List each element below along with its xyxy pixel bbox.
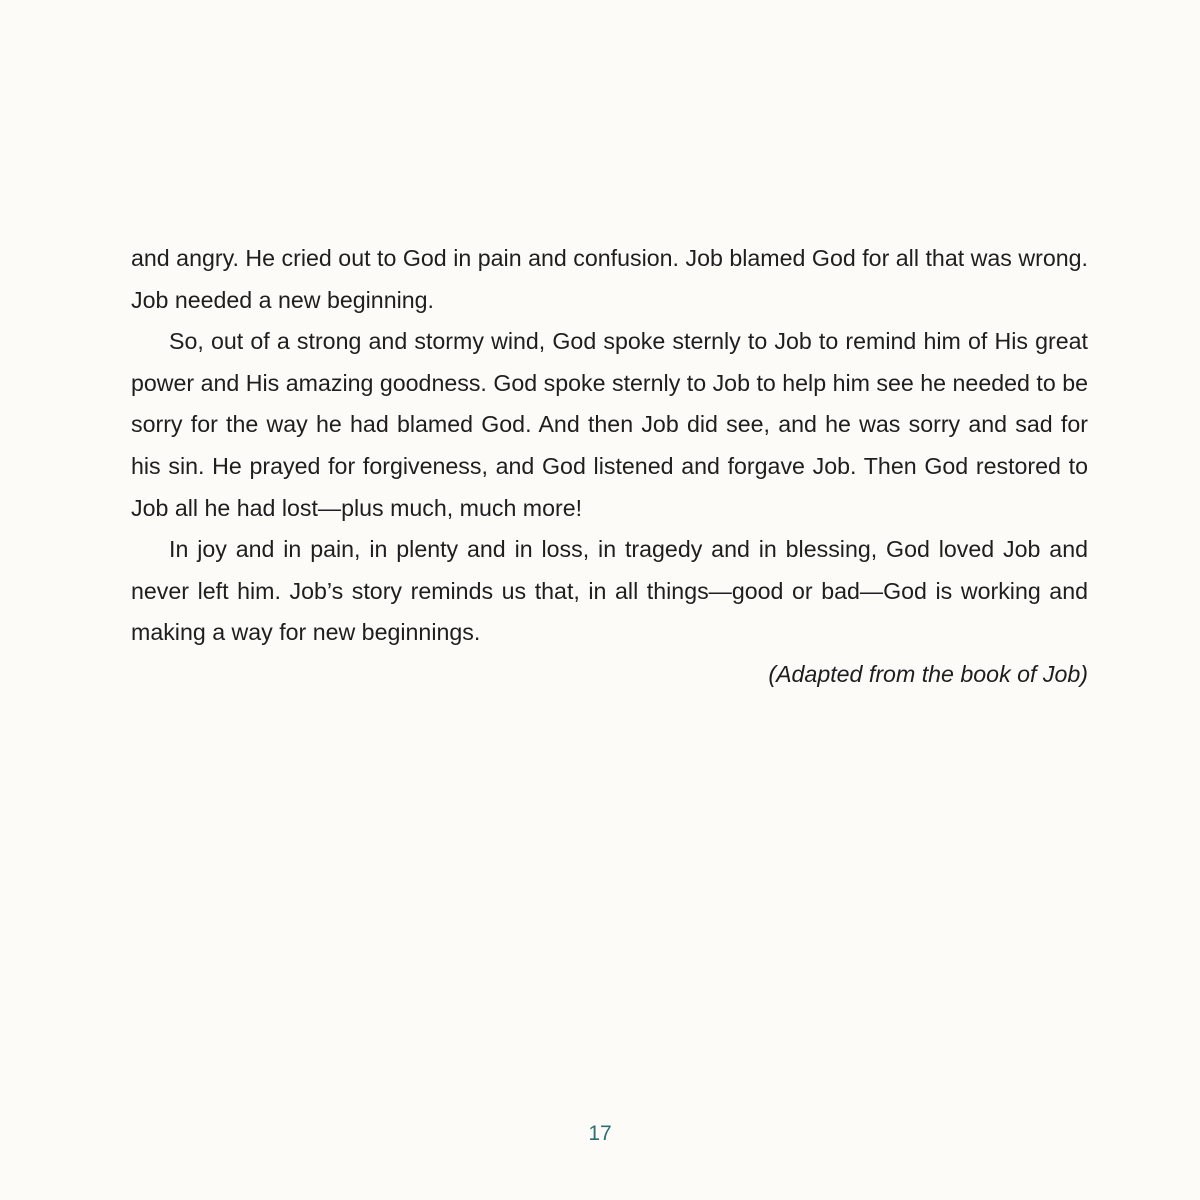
source-attribution: (Adapted from the book of Job)	[768, 660, 1088, 687]
paragraph-2: So, out of a strong and stormy wind, God spoke sternly to Job to remind him of His great power and His amazing goodness. God spoke sternly to Job to help him see he needed to be sorry for the way he had blamed God. And then Job did see, and he was sorry and sad for his sin. He prayed for forgiveness, and God listened and forgave Job. Then God restored to Job all he had lost—plus much, much more!	[131, 328, 1088, 521]
paragraph-3: In joy and in pain, in plenty and in loss, in tragedy and in blessing, God loved Job and never left him. Job’s story reminds us that, in all things—good or bad—God is working and making a way for new beginnings.	[131, 536, 1088, 646]
body-text	[131, 238, 1088, 696]
page-number: 17	[588, 1122, 612, 1145]
paragraph-1: and angry. He cried out to God in pain and confusion. Job blamed God for all that was wrong. Job needed a new beginning.	[131, 245, 1088, 313]
